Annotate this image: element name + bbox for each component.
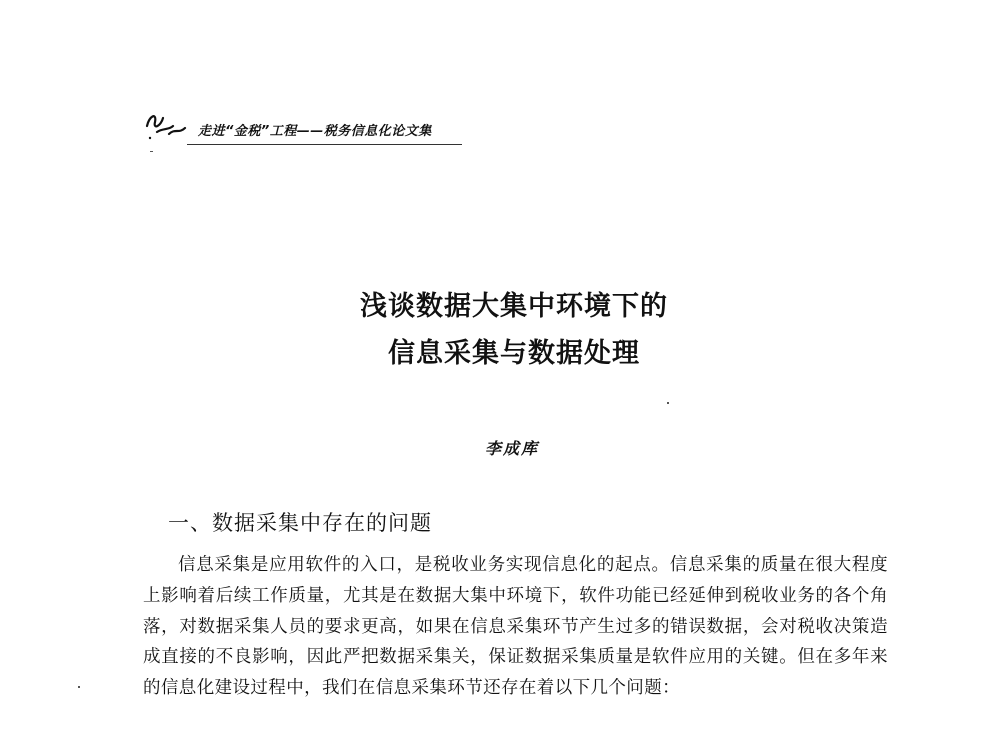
section-heading: 一、数据采集中存在的问题 — [168, 511, 432, 535]
body-paragraph: 信息采集是应用软件的入口，是税收业务实现信息化的起点。信息采集的质量在很大程度上影响着后续工作质量，尤其是在数据大集中环境下，软件功能已经延伸到税收业务的各个角落，对数据采集人员的要求更高，如果在信息采集环节产生过多的错误数据，会对税收决策造成直接的不良影响，因此严把数据采集关，保证数据采集质量是软件应用的关键。但在多年来的信息化建设过程中，我们在信息采集环节还存在着以下几个问题： — [143, 555, 888, 699]
running-title: 走进“金税”工程——税务信息化论文集 — [198, 124, 432, 139]
scan-speck — [78, 686, 80, 688]
running-header — [143, 104, 463, 150]
scan-speck — [150, 151, 153, 152]
article-title-line-2: 信息采集与数据处理 — [388, 338, 640, 369]
publication-logo-icon — [143, 104, 189, 144]
author-name: 李成库 — [485, 439, 540, 458]
article-title-line-1: 浅谈数据大集中环境下的 — [360, 291, 668, 322]
scan-speck — [667, 402, 669, 404]
header-divider — [187, 144, 462, 145]
